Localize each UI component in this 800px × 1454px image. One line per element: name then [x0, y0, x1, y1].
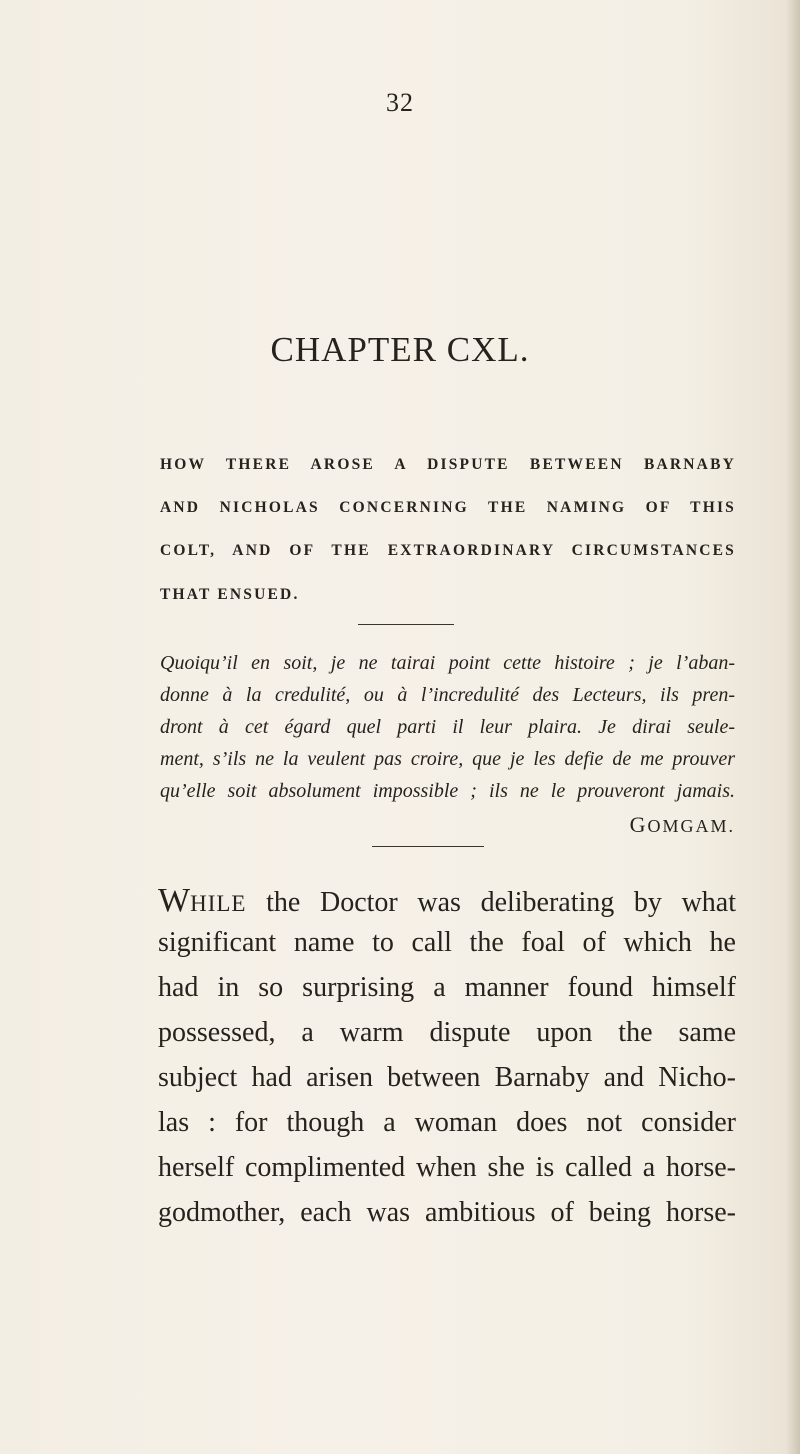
- body-line-8: godmother, each was ambitious of being horse-: [158, 1197, 736, 1228]
- signature-initial: G: [629, 812, 648, 837]
- body-line-1: [158, 882, 736, 920]
- heading-divider: [358, 624, 454, 625]
- body-line-7: herself complimented when she is called a horse-: [158, 1152, 736, 1183]
- chapter-heading-line-2: AND NICHOLAS CONCERNING THE NAMING OF THIS: [160, 499, 736, 516]
- body-line-6: las : for though a woman does not consider: [158, 1107, 736, 1138]
- epigraph-line-5: qu’elle soit absolument impossible ; ils ne le prouveront jamais.: [160, 780, 735, 802]
- opening-word-rest: HILE: [190, 891, 247, 916]
- epigraph-signature: [630, 812, 735, 838]
- chapter-heading-line-3: COLT, AND OF THE EXTRAORDINARY CIRCUMSTANCES: [160, 542, 736, 559]
- opening-initial: W: [158, 882, 191, 919]
- chapter-heading-line-4: THAT ENSUED.: [160, 586, 300, 603]
- epigraph-line-2: donne à la credulité, ou à l’incredulité des Lecteurs, ils pren-: [160, 684, 735, 706]
- chapter-heading-line-1: HOW THERE AROSE A DISPUTE BETWEEN BARNABY: [160, 456, 736, 473]
- body-line-2: significant name to call the foal of which he: [158, 927, 736, 958]
- signature-rest: OMGAM.: [647, 816, 735, 836]
- page-number: 32: [386, 88, 414, 117]
- body-line-1-text: the Doctor was deliberating by what: [266, 887, 737, 918]
- page-edge-shadow: [786, 0, 800, 1454]
- chapter-title: CHAPTER CXL.: [270, 330, 530, 369]
- epigraph-line-3: dront à cet égard quel parti il leur plaira. Je dirai seule-: [160, 716, 735, 738]
- epigraph-divider: [372, 846, 484, 847]
- body-line-4: possessed, a warm dispute upon the same: [158, 1017, 736, 1048]
- body-line-5: subject had arisen between Barnaby and Nicho-: [158, 1062, 736, 1093]
- epigraph-line-1: Quoiqu’il en soit, je ne tairai point cette histoire ; je l’aban-: [160, 652, 735, 674]
- body-line-3: had in so surprising a manner found himself: [158, 972, 736, 1003]
- epigraph-line-4: ment, s’ils ne la veulent pas croire, que je les defie de me prouver: [160, 748, 735, 770]
